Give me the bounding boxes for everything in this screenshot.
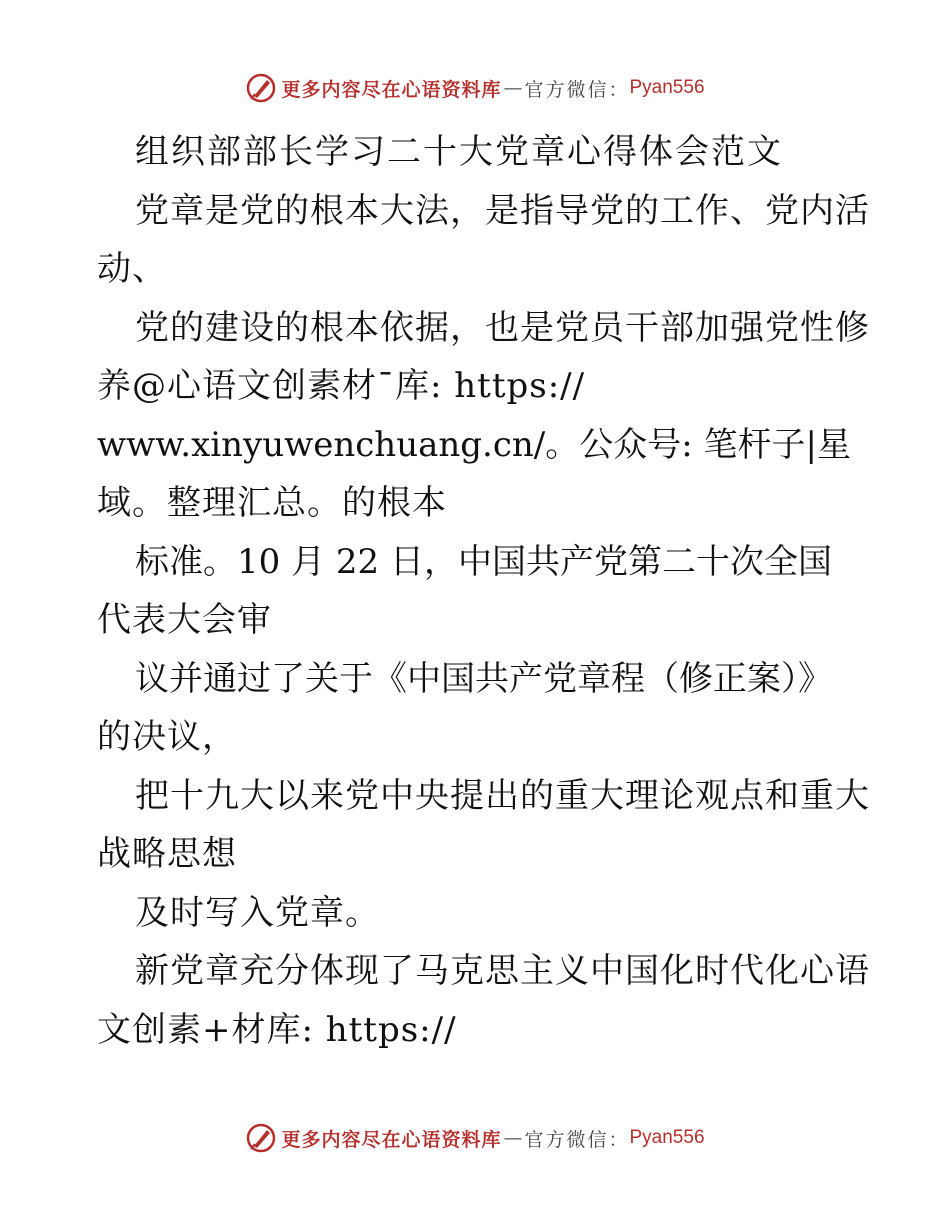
footer-banner [0,1122,950,1154]
banner-separator: — [503,1127,523,1149]
banner-official-label: 官方微信： [524,1128,630,1151]
text-line: 代表大会审 [97,600,272,640]
text-line: 标准。10 月 22 日，中国共产党第二十次全国 [135,541,832,582]
banner-account: Pyan556 [629,1127,705,1148]
text-line: 文创素+材库: https:// [97,1009,457,1050]
text-line: 党的建设的根本依据，也是党员干部加强党性修 [135,307,870,348]
pen-quill-logo-icon [245,72,277,104]
text-line: 战略思想 [97,834,237,874]
banner-account: Pyan556 [629,77,705,98]
text-line: 把十九大以来党中央提出的重大理论观点和重大 [135,775,870,816]
text-line: 议并通过了关于《中国共产党章程（修正案）》 [135,658,832,699]
text-line: 党章是党的根本大法，是指导党的工作、党内活 [135,190,870,231]
banner-text: 更多内容尽在心语资料库 [281,78,502,101]
document-body [97,123,870,1059]
text-line: www.xinyuwenchuang.cn/。公众号: 笔杆子|星 [97,424,851,465]
text-line: 新党章充分体现了马克思主义中国化时代化心语 [135,951,870,991]
banner-official-label: 官方微信： [524,78,630,101]
pen-quill-logo-icon [245,1122,277,1154]
text-line: 养@心语文创素材¯库: https:// [97,366,586,406]
text-line: 域。整理汇总。的根本 [97,483,447,523]
text-line: 及时写入党章。 [135,892,380,933]
banner-separator: — [503,77,523,99]
header-banner [0,72,950,104]
text-line: 的决议， [97,717,237,757]
text-line: 动、 [97,249,167,289]
banner-text: 更多内容尽在心语资料库 [281,1128,502,1151]
document-title: 组织部部长学习二十大党章心得体会范文 [135,132,783,172]
